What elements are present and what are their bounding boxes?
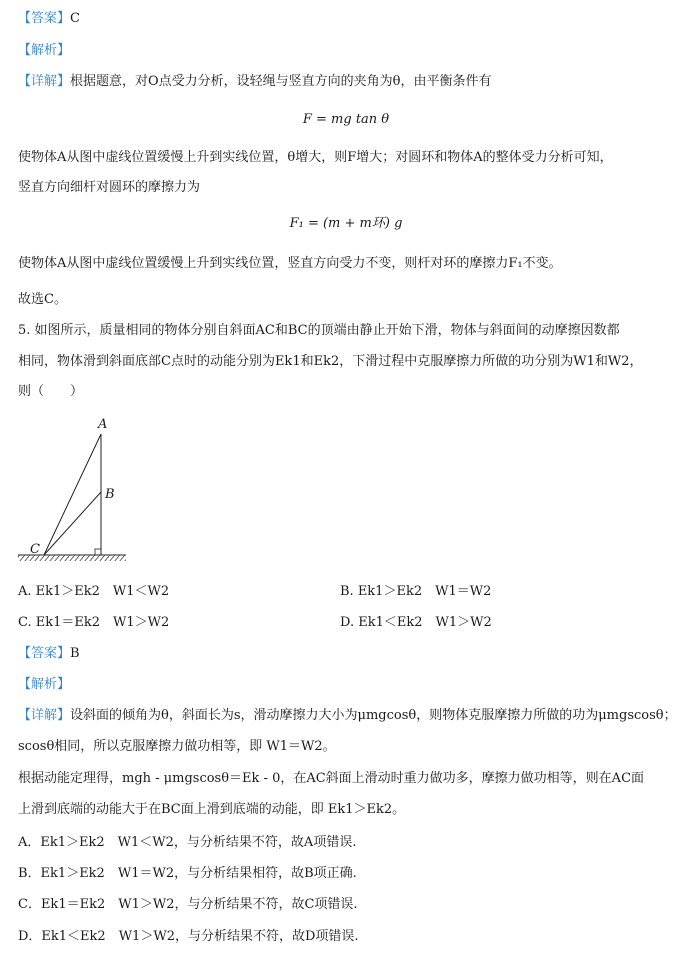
option-a: A. Ek1＞Ek2 W1＜W2 [18,584,170,599]
q5-detail-4: 上滑到底端的动能大于在BC面上滑到底端的动能，即 Ek1＞Ek2。 [18,802,406,817]
q4-line2: 使物体A从图中虚线位置缓慢上升到实线位置，θ增大，则F增大；对圆环和物体A的整体受力分析可知， [18,150,613,165]
answer-line-q5 [18,645,80,663]
q5-explain-d: D．Ek1＜Ek2 W1＞W2，与分析结果不符，故D项错误. [18,929,359,944]
label-a: A [98,417,108,432]
detail-text-q4: 根据题意，对O点受力分析，设轻绳与竖直方向的夹角为θ，由平衡条件有 [70,74,492,89]
answer-line-q4 [18,10,80,28]
q5-stem-2: 相同，物体滑到斜面底部C点时的动能分别为Ek1和Ek2，下滑过程中克服摩擦力所做的功分别为W1和W2， [18,354,643,369]
option-c: C. Ek1＝Ek2 W1＞W2 [18,615,170,630]
option-b: B. Ek1＞Ek2 W1＝W2 [340,584,492,599]
label-c: C [30,542,40,557]
q5-stem-1: 5. 如图所示，质量相同的物体分别自斜面AC和BC的顶端由静止开始下滑，物体与斜面间的动摩擦因数都 [18,323,620,338]
answer-value-q4: C [70,11,80,26]
q5-explain-b: B．Ek1＞Ek2 W1＝W2，与分析结果相符，故B项正确. [18,866,357,881]
q5-detail-1: 设斜面的倾角为θ，斜面长为s，滑动摩擦力大小为μmgcosθ，则物体克服摩擦力所做的功为μmgscosθ； [70,708,677,723]
q4-line5: 故选C。 [18,292,67,307]
q5-detail-3: 根据动能定理得，mgh - μmgscosθ＝Ek - 0，在AC斜面上滑动时重力做功多，摩擦力做功相等，则在AC面 [18,771,645,786]
answer-tag-q5: 【答案】 [18,646,71,661]
q5-explain-c: C．Ek1＝Ek2 W1＞W2，与分析结果不符，故C项错误. [18,897,358,912]
equation-1: F = mg tan θ [302,112,390,127]
analysis-tag-q5: 【解析】 [18,677,71,692]
option-d: D. Ek1＜Ek2 W1＞W2 [340,615,492,630]
q5-stem-3: 则（ ） [18,384,84,399]
slope-bc [44,492,101,555]
detail-tag-q5: 【详解】 [18,708,71,723]
equation-2: F₁ = (m + m环) g [289,216,403,231]
detail-line1-q4 [18,73,492,91]
q5-explain-a: A．Ek1＞Ek2 W1＜W2，与分析结果不符，故A项错误. [18,835,357,850]
slope-ac [44,434,101,555]
detail-tag: 【详解】 [18,74,71,89]
detail-line1-q5 [18,707,677,725]
q4-line4: 使物体A从图中虚线位置缓慢上升到实线位置，竖直方向受力不变，则杆对环的摩擦力F₁不变。 [18,256,562,271]
incline-figure [14,412,134,570]
analysis-tag-q4: 【解析】 [18,43,71,58]
q5-detail-2: scosθ相同，所以克服摩擦力做功相等，即 W1＝W2。 [18,739,336,754]
answer-value-q5: B [70,646,80,661]
right-angle-mark [95,549,101,555]
q4-line3: 竖直方向细杆对圆环的摩擦力为 [18,180,201,195]
label-b: B [105,487,115,502]
answer-tag: 【答案】 [18,11,71,26]
